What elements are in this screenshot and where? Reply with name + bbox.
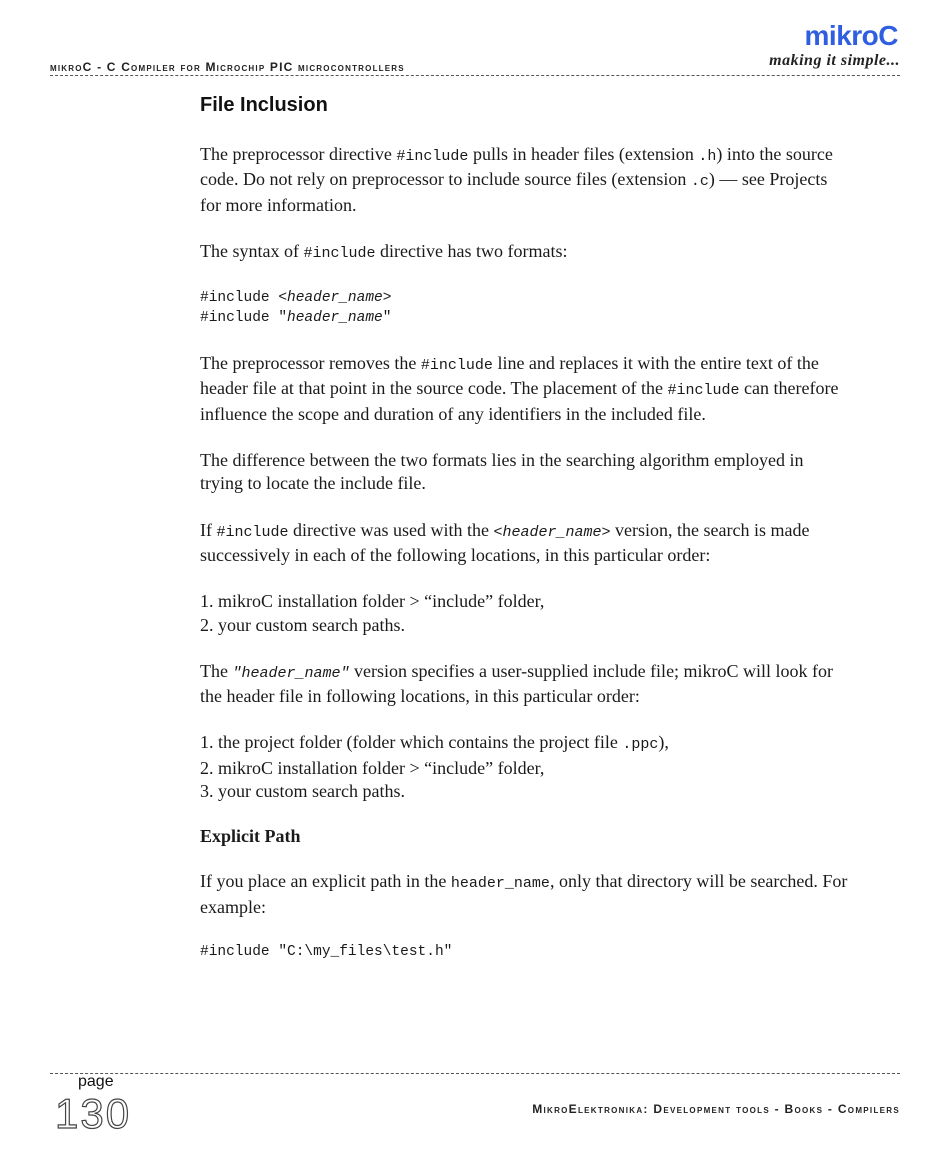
footer-divider	[50, 1073, 900, 1074]
page-number: 130	[55, 1090, 132, 1137]
paragraph-difference: The difference between the two formats lies in the searching algorithm employed in trying to locate the include file.	[200, 450, 804, 494]
list-angle-locations	[200, 590, 850, 637]
list-item: 2. mikroC installation folder > “include” folder,	[200, 757, 545, 778]
page-label: page	[78, 1073, 114, 1090]
list-item: 1. mikroC installation folder > “include” folder,	[200, 591, 545, 612]
header-title: mikroC - C Compiler for Microchip PIC microcontrollers	[50, 60, 405, 74]
list-item: 3. your custom search paths.	[200, 781, 405, 802]
list-item: 2. your custom search paths.	[200, 614, 405, 635]
paragraph-angle-search: If #include directive was used with the <header_name> version, the search is made successively in each of the following locations, in this particular order:	[200, 519, 810, 565]
section-title: File Inclusion	[200, 94, 328, 116]
paragraph-quote-search: The "header_name" version specifies a user-supplied include file; mikroC will look for the header file in following locations, in this particular order:	[200, 660, 834, 707]
publisher-line: MikroElektronika: Development tools - Books - Compilers	[532, 1102, 900, 1116]
tagline: making it simple...	[769, 52, 900, 69]
code-block-formats: #include <header_name> #include "header_name"	[200, 290, 392, 327]
header-divider	[50, 75, 900, 76]
code-block-example: #include "C:\my_files\test.h"	[200, 943, 453, 960]
paragraph-explicit-path: If you place an explicit path in the header_name, only that directory will be searched. For example:	[200, 871, 848, 917]
paragraph-replace: The preprocessor removes the #include line and replaces it with the entire text of the header file at that point in the source code. The placement of the #include can therefore influence the scope and duration of any identifiers in the included file.	[200, 353, 839, 424]
list-quote-locations	[200, 731, 850, 803]
paragraph-intro: The preprocessor directive #include pulls in header files (extension .h) into the source code. Do not rely on preprocessor to include source files (extension .c) — see Projects for more information.	[200, 144, 833, 215]
main-content	[200, 94, 850, 986]
mikroc-logo: mikroC	[804, 20, 898, 51]
paragraph-syntax: The syntax of #include directive has two formats:	[200, 240, 568, 262]
subsection-title: Explicit Path	[200, 826, 301, 847]
list-item: 1. the project folder (folder which contains the project file .ppc),	[200, 732, 669, 754]
